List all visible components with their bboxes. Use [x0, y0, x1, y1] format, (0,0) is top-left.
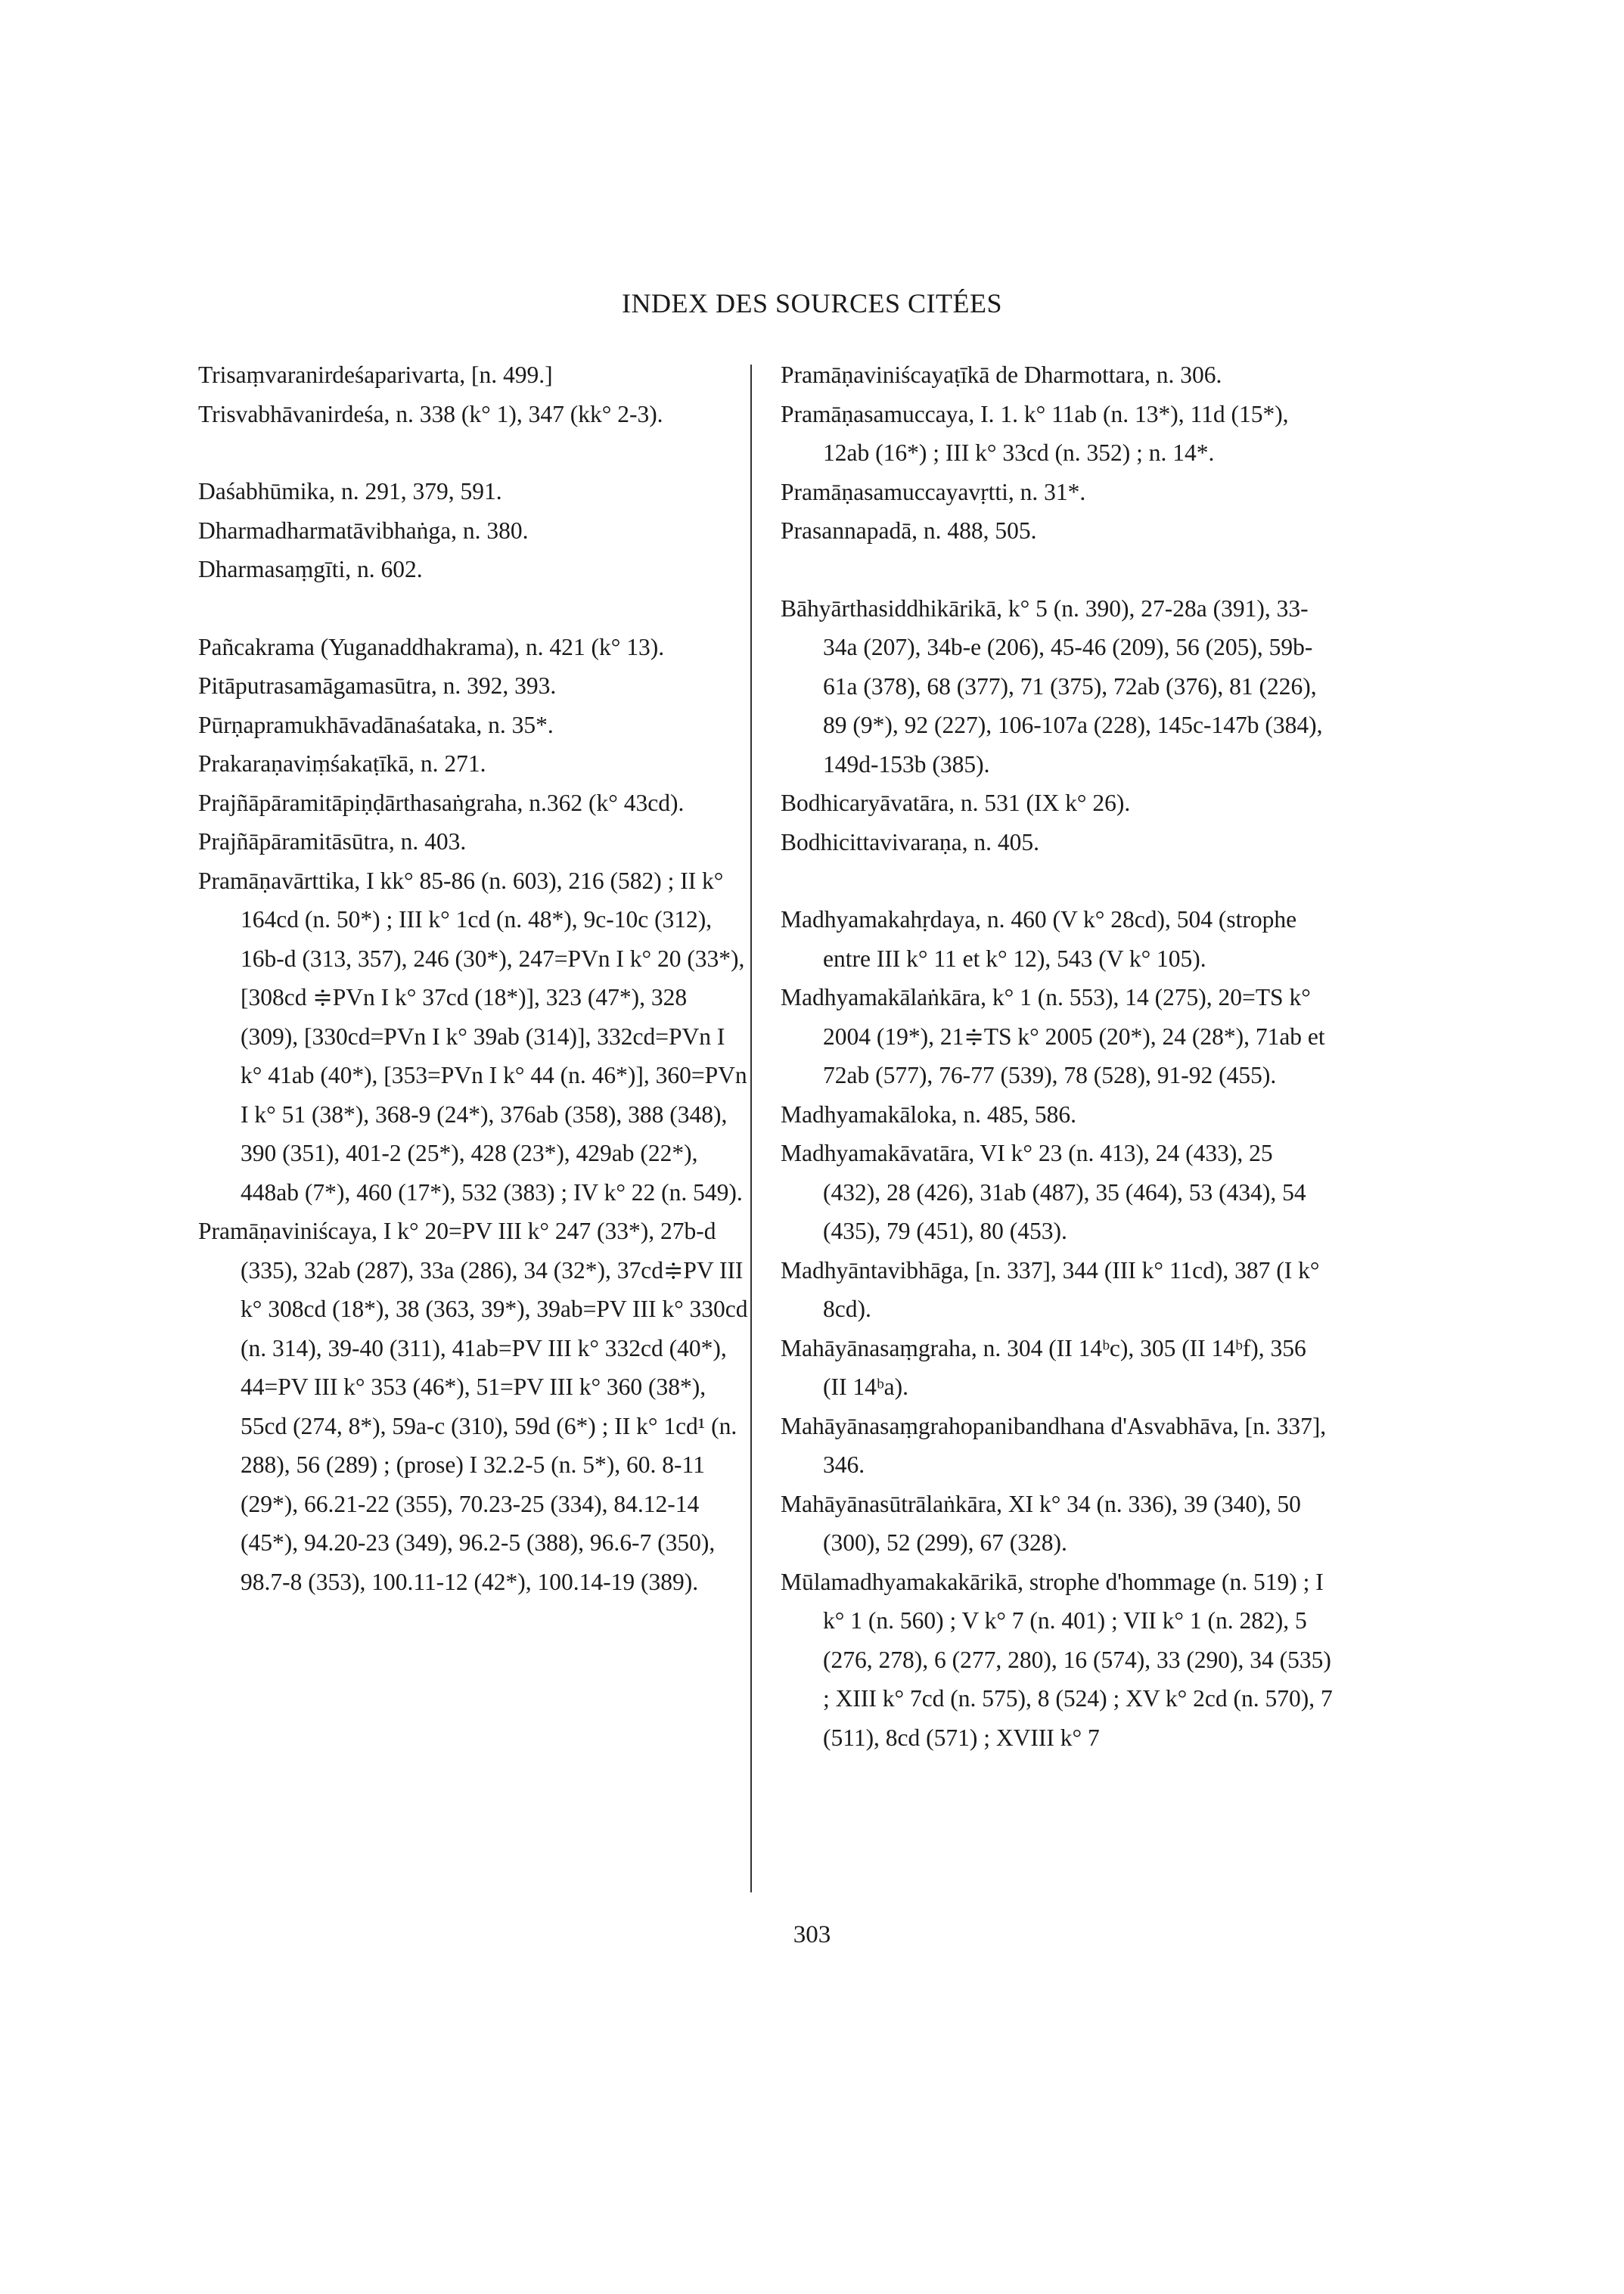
- index-entry: Mahāyānasaṃgrahopanibandhana d'Asvabhāva, [n. 337], 346.: [781, 1412, 1327, 1478]
- index-entry: Pramāṇasamuccaya, I. 1. k° 11ab (n. 13*), 11d (15*), 12ab (16*) ; III k° 33cd (n. 352) ; n. 14*.: [781, 400, 1289, 466]
- index-entry: Dharmadharmatāvibhaṅga, n. 380.: [198, 517, 529, 544]
- index-entry: Pramāṇavārttika, I kk° 85-86 (n. 603), 216 (582) ; II k° 164cd (n. 50*) ; III k° 1cd (n. 48*), 9c-10c (312), 16b-d (313, 357), 246 (30*), 247=PVn I k° 20 (33*), [308cd ≑PVn I k° 37cd (18*)], 323 (47*), 328 (309), [330cd=PVn I k° 39ab (314)], 332cd=PVn I k° 41ab (40*), [353=PVn I k° 44 (n. 46*)], 360=PVn I k° 51 (38*), 368-9 (24*), 376ab (358), 388 (348), 390 (351), 401-2 (25*), 428 (23*), 429ab (22*), 448ab (7*), 460 (17*), 532 (383) ; IV k° 22 (n. 549).: [198, 867, 747, 1206]
- index-entry: Prajñāpāramitāsūtra, n. 403.: [198, 828, 467, 855]
- index-entry: Daśabhūmika, n. 291, 379, 591.: [198, 478, 502, 504]
- page-header: INDEX DES SOURCES CITÉES: [621, 288, 1003, 318]
- index-entry: Madhyamakahṛdaya, n. 460 (V k° 28cd), 504 (strophe entre III k° 11 et k° 12), 543 (V k° 105).: [781, 906, 1297, 972]
- left-column: [198, 355, 750, 1601]
- page-number: 303: [793, 1921, 831, 1948]
- index-entry: Dharmasaṃgīti, n. 602.: [198, 556, 423, 582]
- right-column: [781, 355, 1333, 1757]
- index-entry: Bodhicaryāvatāra, n. 531 (IX k° 26).: [781, 790, 1131, 816]
- index-entry: Pramāṇaviniścaya, I k° 20=PV III k° 247 (33*), 27b-d (335), 32ab (287), 33a (286), 34 (32*), 37cd≑PV III k° 308cd (18*), 38 (363, 39*), 39ab=PV III k° 330cd (n. 314), 39-40 (311), 41ab=PV III k° 332cd (40*), 44=PV III k° 353 (46*), 51=PV III k° 360 (38*), 55cd (274, 8*), 59a-c (310), 59d (6*) ; II k° 1cd¹ (n. 288), 56 (289) ; (prose) I 32.2-5 (n. 5*), 60. 8-11 (29*), 66.21-22 (355), 70.23-25 (334), 84.12-14 (45*), 94.20-23 (349), 96.2-5 (388), 96.6-7 (350), 98.7-8 (353), 100.11-12 (42*), 100.14-19 (389).: [198, 1218, 748, 1595]
- index-entry: Mahāyānasūtrālaṅkāra, XI k° 34 (n. 336), 39 (340), 50 (300), 52 (299), 67 (328).: [781, 1490, 1301, 1556]
- index-entry: Prajñāpāramitāpiṇḍārthasaṅgraha, n.362 (k° 43cd).: [198, 789, 685, 816]
- index-entry: Pañcakrama (Yuganaddhakrama), n. 421 (k° 13).: [198, 633, 665, 660]
- section-gap: [198, 433, 750, 472]
- index-entry: Bāhyārthasiddhikārikā, k° 5 (n. 390), 27-28a (391), 33-34a (207), 34b-e (206), 45-46 (209), 56 (205), 59b-61a (378), 68 (377), 71 (375), 72ab (376), 81 (226), 89 (9*), 92 (227), 106-107a (228), 145c-147b (384), 149d-153b (385).: [781, 594, 1323, 778]
- section-gap: [198, 589, 750, 628]
- index-entry: Pitāputrasamāgamasūtra, n. 392, 393.: [198, 672, 557, 699]
- index-entry: Madhyamakāvatāra, VI k° 23 (n. 413), 24 (433), 25 (432), 28 (426), 31ab (487), 35 (464), 53 (434), 54 (435), 79 (451), 80 (453).: [781, 1140, 1306, 1244]
- index-entry: Madhyāntavibhāga, [n. 337], 344 (III k° 11cd), 387 (I k° 8cd).: [781, 1256, 1320, 1322]
- index-entry: Pramāṇaviniścayaṭīkā de Dharmottara, n. 306.: [781, 362, 1222, 388]
- index-entry: Prakaraṇaviṃśakaṭīkā, n. 271.: [198, 750, 486, 777]
- index-entry: Mahāyānasaṃgraha, n. 304 (II 14ᵇc), 305 (II 14ᵇf), 356 (II 14ᵇa).: [781, 1334, 1306, 1400]
- index-entry: Madhyamakāloka, n. 485, 586.: [781, 1100, 1077, 1128]
- index-entry: Madhyamakālaṅkāra, k° 1 (n. 553), 14 (275), 20=TS k° 2004 (19*), 21≑TS k° 2005 (20*), 24 (28*), 71ab et 72ab (577), 76-77 (539), 78 (528), 91-92 (455).: [781, 984, 1325, 1088]
- index-entry: Pūrṇapramukhāvadānaśataka, n. 35*.: [198, 711, 554, 738]
- section-gap: [781, 861, 1333, 900]
- index-entry: Trisaṃvaranirdeśaparivarta, [n. 499.]: [198, 362, 553, 388]
- index-entry: Mūlamadhyamakakārikā, strophe d'hommage (n. 519) ; I k° 1 (n. 560) ; V k° 7 (n. 401) ; VII k° 1 (n. 282), 5 (276, 278), 6 (277, 280), 16 (574), 33 (290), 34 (535) ; XIII k° 7cd (n. 575), 8 (524) ; XV k° 2cd (n. 570), 7 (511), 8cd (571) ; XVIII k° 7: [781, 1568, 1333, 1751]
- index-entry: Bodhicittavivaraṇa, n. 405.: [781, 828, 1040, 855]
- section-gap: [781, 551, 1333, 589]
- index-entry: Pramāṇasamuccayavṛtti, n. 31*.: [781, 478, 1086, 505]
- column-divider: [750, 365, 752, 1892]
- index-entry: Prasannapadā, n. 488, 505.: [781, 517, 1037, 544]
- index-entry: Trisvabhāvanirdeśa, n. 338 (k° 1), 347 (kk° 2-3).: [198, 400, 663, 427]
